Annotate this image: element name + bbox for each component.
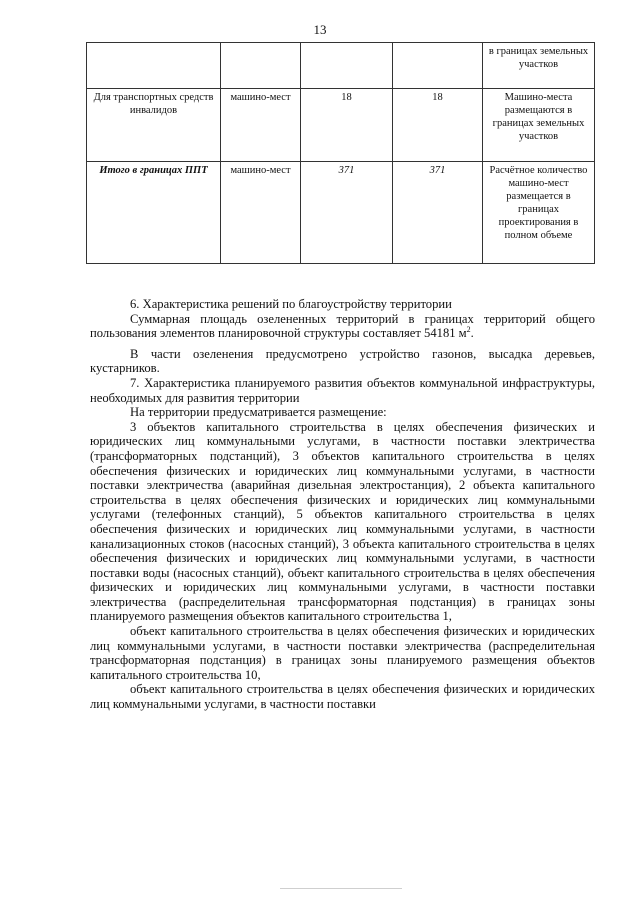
body-text (90, 297, 595, 712)
table-cell (301, 43, 393, 89)
table-cell (221, 43, 301, 89)
section-heading-7: 7. Характеристика планируемого развития объектов коммунальной инфраструктуры, необходимых для развития территории (90, 375, 595, 405)
table-row (87, 43, 595, 89)
table-cell: 371 (393, 162, 483, 264)
table-row (87, 89, 595, 162)
parking-table (86, 42, 595, 264)
paragraph: В части озеленения предусмотрено устройство газонов, высадка деревьев, кустарников. (90, 346, 595, 376)
table-cell: в границах земельных участков (483, 43, 595, 89)
table-cell: Расчётное количество машино-мест размещается в границах проектирования в полном объеме (483, 162, 595, 264)
table-cell: Для транспортных средств инвалидов (87, 89, 221, 162)
table-cell: Машино-места размещаются в границах земельных участков (483, 89, 595, 162)
paragraph: На территории предусматривается размещение: (130, 405, 387, 420)
paragraph: объект капитального строительства в целях обеспечения физических и юридических лиц коммунальными услугами, в частности поставки электричества (распределительная трансформаторная подстанция) в границах зоны планируемого размещения объектов капитального строительства 10, (90, 624, 595, 682)
paragraph-text: Суммарная площадь озелененных территорий в границах территорий общего пользования элементов планировочной структуры составляет 54181 м (90, 311, 595, 341)
footer-divider (280, 888, 402, 889)
table-cell: машино-мест (221, 162, 301, 264)
page-number: 13 (313, 22, 327, 37)
table-cell (393, 43, 483, 89)
paragraph (90, 312, 595, 341)
paragraph: объект капитального строительства в целях обеспечения физических и юридических лиц коммунальными услугами, в частности поставки (90, 682, 595, 712)
table-cell: машино-мест (221, 89, 301, 162)
table-cell: 18 (301, 89, 393, 162)
superscript: 2 (466, 325, 471, 334)
table-cell: Итого в границах ППТ (87, 162, 221, 264)
paragraph-text: . (470, 326, 474, 341)
table-cell (87, 43, 221, 89)
table-cell: 18 (393, 89, 483, 162)
section-heading-6: 6. Характеристика решений по благоустройству территории (130, 297, 452, 311)
table-cell: 371 (301, 162, 393, 264)
paragraph: 3 объектов капитального строительства в целях обеспечения физических и юридических лиц коммунальными услугами, в частности поставки электричества (трансформаторных подстанций), 3 объектов капитального строительства в целях обеспечения физических и юридических лиц коммунальными услугами, в частности поставки электричества (аварийная дизельная электростанция), 2 объекта капитального строительства в целях обеспечения физических и юридических лиц коммунальными услугами (телефонных станций), 5 объектов капитального строительства в целях обеспечения физических и юридических лиц коммунальными услугами, в частности канализационных стоков (насосных станций), 3 объекта капитального строительства в целях обеспечения физических и юридических лиц коммунальными услугами, в частности поставки воды (насосных станций), объект капитального строительства в целях обеспечения физических и юридических лиц коммунальными услугами, в частности поставки электричества (распределительная трансформаторная подстанция) в границах зоны планируемого размещения объектов капитального строительства 1, (90, 419, 595, 624)
table-row-total (87, 162, 595, 264)
